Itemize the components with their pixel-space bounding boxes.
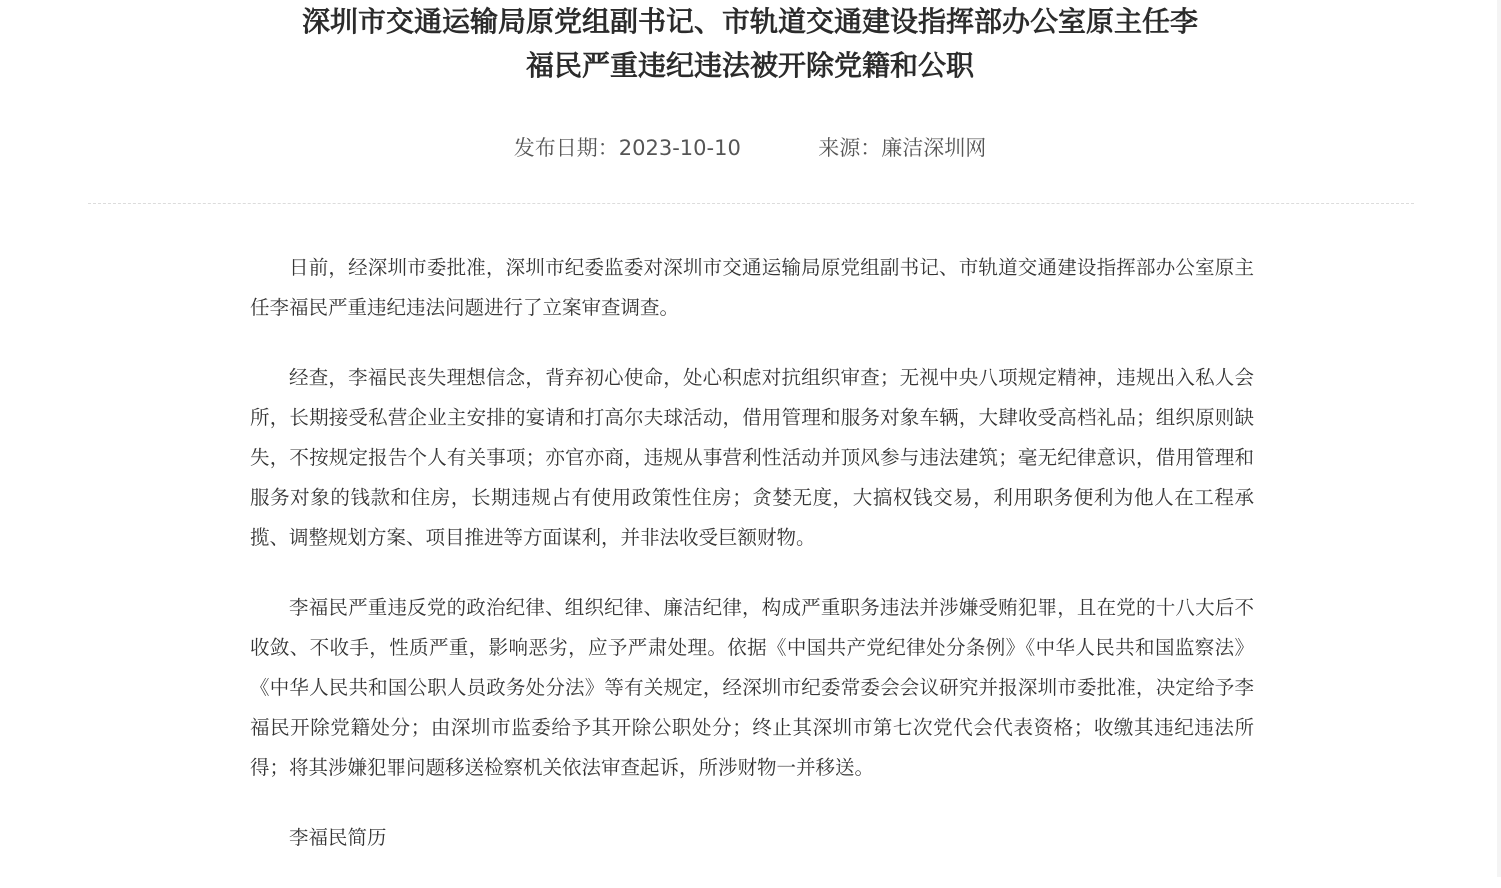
article-title-line-1: 深圳市交通运输局原党组副书记、市轨道交通建设指挥部办公室原主任李 (301, 5, 1198, 38)
body-paragraph: 李福民严重违反党的政治纪律、组织纪律、廉洁纪律，构成严重职务违法并涉嫌受贿犯罪，且在党的十八大后不收敛、不收手，性质严重，影响恶劣，应予严肃处理。依据《中国共产党纪律处分条例》《中华人民共和国监察法》《中华人民共和国公职人员政务处分法》等有关规定，经深圳市纪委常委会会议研究并报深圳市委批准，决定给予李福民开除党籍处分；由深圳市监委给予其开除公职处分；终止其深圳市第七次党代会代表资格；收缴其违纪违法所得；将其涉嫌犯罪问题移送检察机关依法审查起诉，所涉财物一并移送。 (250, 596, 1254, 779)
body-paragraph: 经查，李福民丧失理想信念，背弃初心使命，处心积虑对抗组织审查；无视中央八项规定精神，违规出入私人会所，长期接受私营企业主安排的宴请和打高尔夫球活动，借用管理和服务对象车辆，大肆收受高档礼品；组织原则缺失，不按规定报告个人有关事项；亦官亦商，违规从事营利性活动并顶风参与违法建筑；毫无纪律意识，借用管理和服务对象的钱款和住房，长期违规占有使用政策性住房；贪婪无度，大搞权钱交易，利用职务便利为他人在工程承揽、调整规划方案、项目推进等方面谋利，并非法收受巨额财物。 (250, 366, 1254, 549)
article-body (250, 248, 1254, 888)
header-divider (88, 203, 1414, 204)
article-title (250, 0, 1250, 88)
body-paragraph: 李福民简历 (289, 826, 387, 849)
article-meta (250, 128, 1250, 168)
article-source: 来源：廉洁深圳网 (818, 136, 987, 160)
page-scrollbar[interactable] (1497, 0, 1501, 877)
publish-date: 发布日期：2023-10-10 (513, 136, 741, 160)
body-paragraph: 日前，经深圳市委批准，深圳市纪委监委对深圳市交通运输局原党组副书记、市轨道交通建设指挥部办公室原主任李福民严重违纪违法问题进行了立案审查调查。 (250, 256, 1254, 319)
article-title-line-2: 福民严重违纪违法被开除党籍和公职 (525, 49, 974, 82)
